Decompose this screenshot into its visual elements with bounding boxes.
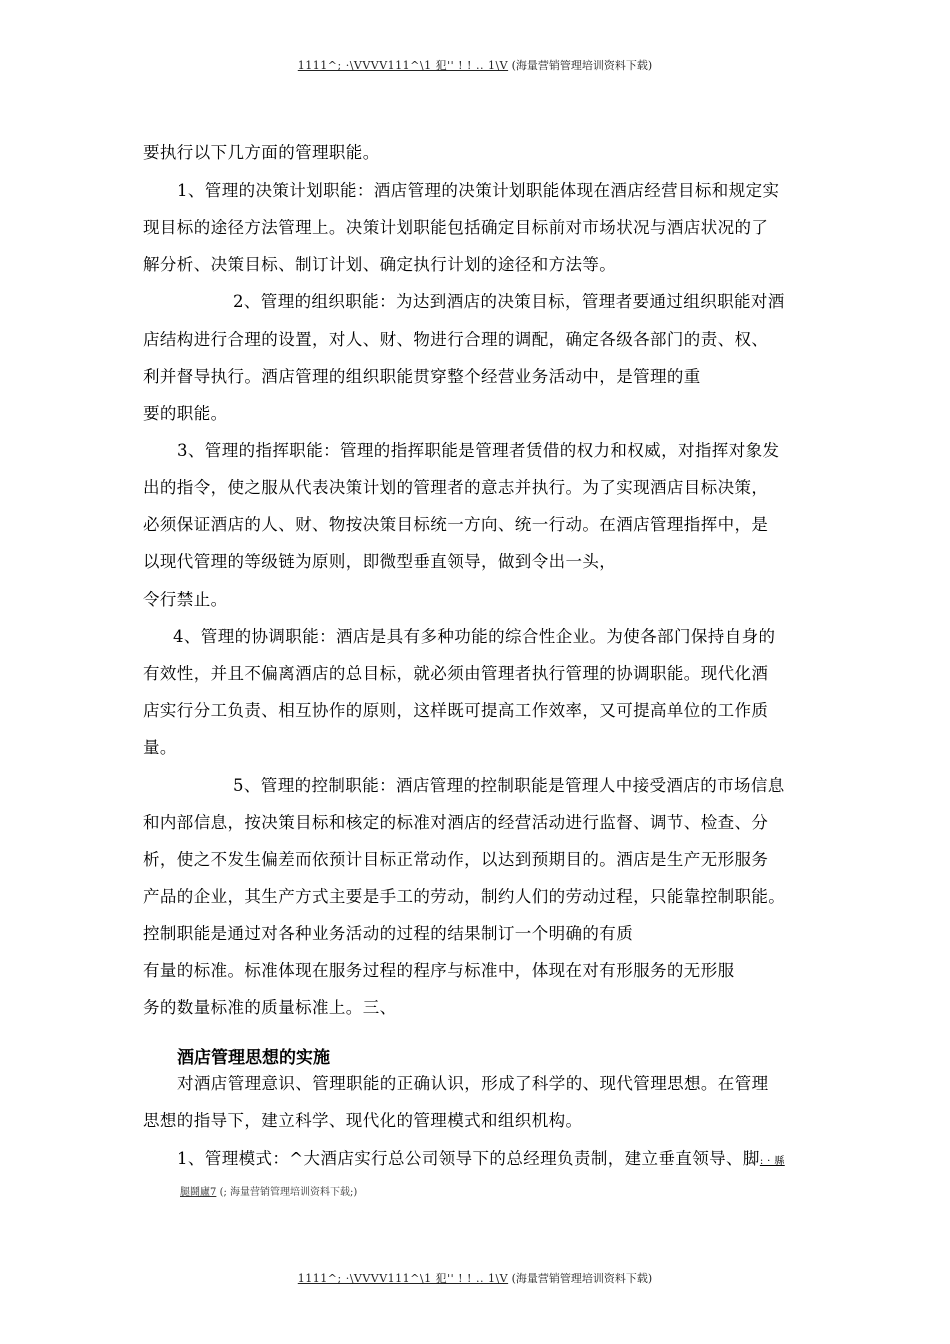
paragraph-line: 店实行分工负责、相互协作的原则，这样既可提高工作效率，又可提高单位的工作质 bbox=[143, 701, 769, 720]
paragraph-line: 店结构进行合理的设置，对人、财、物进行合理的调配，确定各级各部门的责、权、 bbox=[143, 330, 769, 349]
garbled-tail: : · 縣 bbox=[759, 1156, 785, 1167]
footer-note: (海量营销管理培训资料下载) bbox=[511, 1272, 653, 1285]
paragraph-line: 有量的标准。标准体现在服务过程的程序与标准中，体现在对有形服务的无形服 bbox=[143, 961, 735, 980]
paragraph-text: 1、管理模式：^大酒店实行总公司领导下的总经理负责制，建立垂直领导、脚 bbox=[177, 1149, 760, 1168]
paragraph-line: 对酒店管理意识、管理职能的正确认识，形成了科学的、现代管理思想。在管理 bbox=[177, 1074, 769, 1093]
small-note-text: (; 海量营销管理培训资料下载;) bbox=[219, 1187, 358, 1198]
small-note-prefix: 腿鬪廬7 bbox=[180, 1187, 217, 1198]
paragraph-line: 控制职能是通过对各种业务活动的过程的结果制订一个明确的有质 bbox=[143, 924, 634, 943]
paragraph-line: 量。 bbox=[143, 738, 177, 757]
paragraph-line: 利并督导执行。酒店管理的组织职能贯穿整个经营业务活动中，是管理的重 bbox=[143, 367, 701, 386]
paragraph-line: 有效性，并且不偏离酒店的总目标，就必须由管理者执行管理的协调职能。现代化酒 bbox=[143, 664, 769, 683]
paragraph-line: 以现代管理的等级链为原则，即微型垂直领导，做到令出一头， bbox=[143, 552, 617, 571]
footer-url[interactable]: 1111^; ·\VVVV111^\1 犯'' ! ! .. 1\V bbox=[297, 1272, 509, 1285]
paragraph-line: 思想的指导下，建立科学、现代化的管理模式和组织机构。 bbox=[143, 1111, 583, 1130]
paragraph-line: 和内部信息，按决策目标和核定的标准对酒店的经营活动进行监督、调节、检查、分 bbox=[143, 813, 769, 832]
page-footer bbox=[0, 1270, 950, 1286]
paragraph-line: 产品的企业，其生产方式主要是手工的劳动，制约人们的劳动过程，只能靠控制职能。 bbox=[143, 887, 786, 906]
paragraph-line: 令行禁止。 bbox=[143, 590, 228, 609]
paragraph-line: 4、管理的协调职能：酒店是具有多种功能的综合性企业。为使各部门保持自身的 bbox=[173, 627, 776, 646]
paragraph-line: 3、管理的指挥职能：管理的指挥职能是管理者赁借的权力和权威，对指挥对象发 bbox=[177, 441, 780, 460]
paragraph-line: 2、管理的组织职能：为达到酒店的决策目标，管理者要通过组织职能对酒 bbox=[233, 292, 785, 311]
paragraph-line: 出的指令，使之服从代表决策计划的管理者的意志并执行。为了实现酒店目标决策， bbox=[143, 478, 769, 497]
small-note bbox=[180, 1183, 357, 1198]
paragraph-line: 现目标的途径方法管理上。决策计划职能包括确定目标前对市场状况与酒店状况的了 bbox=[143, 218, 769, 237]
paragraph-line: 必须保证酒店的人、财、物按决策目标统一方向、统一行动。在酒店管理指挥中，是 bbox=[143, 515, 769, 534]
paragraph-line: 要的职能。 bbox=[143, 404, 228, 423]
section-heading: 酒店管理思想的实施 bbox=[177, 1048, 330, 1068]
paragraph-line: 析，使之不发生偏差而依预计目标正常动作，以达到预期目的。酒店是生产无形服务 bbox=[143, 850, 769, 869]
paragraph-line: 5、管理的控制职能：酒店管理的控制职能是管理人中接受酒店的市场信息 bbox=[233, 776, 785, 795]
paragraph-line: 解分析、决策目标、制订计划、确定执行计划的途径和方法等。 bbox=[143, 255, 617, 274]
paragraph-line bbox=[177, 1149, 785, 1172]
page-header bbox=[0, 57, 950, 73]
paragraph-line: 1、管理的决策计划职能：酒店管理的决策计划职能体现在酒店经营目标和规定实 bbox=[177, 181, 780, 200]
paragraph-line: 要执行以下几方面的管理职能。 bbox=[143, 143, 380, 162]
header-url[interactable]: 1111^; ·\VVVV111^\1 犯'' ! ! .. 1\V bbox=[297, 59, 509, 72]
paragraph-line: 务的数量标准的质量标准上。三、 bbox=[143, 998, 397, 1017]
header-note: (海量营销管理培训资料下载) bbox=[511, 59, 653, 72]
